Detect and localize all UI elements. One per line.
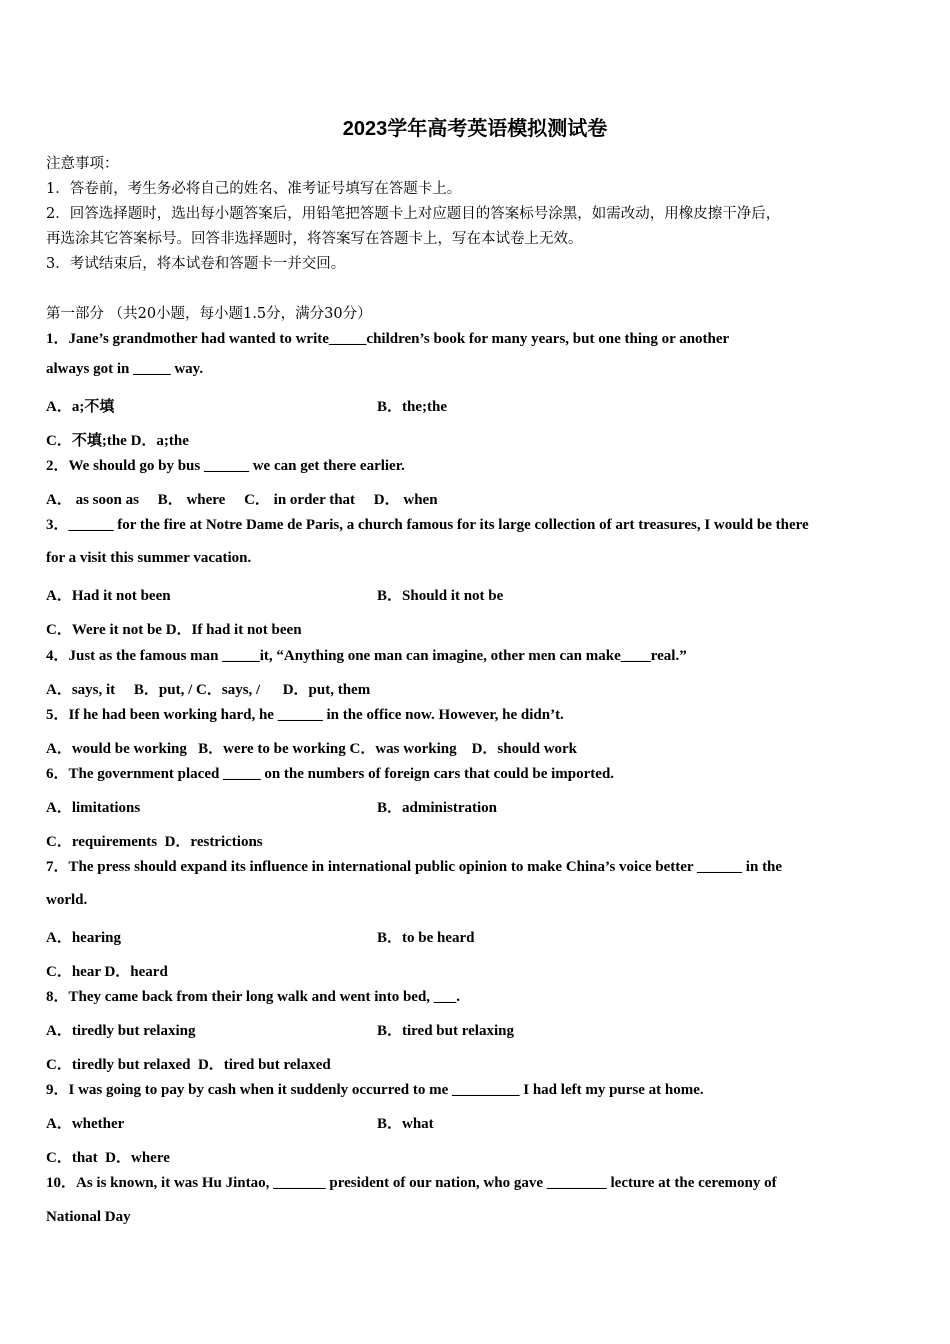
option-a: A．Had it not been	[46, 588, 171, 604]
option-c-d: C．requirements D．restrictions	[46, 834, 263, 850]
question-stem: 6．The government placed _____ on the numbers of foreign cars that could be imported.	[46, 766, 615, 782]
options-row: A．says, it B．put, / C．says, / D．put, them	[46, 682, 371, 698]
question-stem: always got in _____ way.	[46, 361, 204, 377]
option-b: B．what	[377, 1116, 434, 1132]
question-stem: 8．They came back from their long walk and went into bed, ___.	[46, 989, 461, 1005]
notice-item: 1．答卷前，考生务必将自己的姓名、准考证号填写在答题卡上。	[46, 181, 462, 197]
question-stem: for a visit this summer vacation.	[46, 550, 252, 566]
option-b: B．to be heard	[377, 930, 475, 946]
option-b: B．tired but relaxing	[377, 1023, 514, 1039]
question-stem: 9．I was going to pay by cash when it suddenly occurred to me _________ I had left my purse at home.	[46, 1082, 704, 1098]
option-c-d: C．hear D．heard	[46, 964, 168, 980]
question-stem: 2．We should go by bus ______ we can get there earlier.	[46, 458, 405, 474]
page-title: 2023学年高考英语模拟测试卷	[342, 118, 608, 140]
options-row: A．would be working B．were to be working C．was working D．should work	[46, 741, 578, 757]
notice-item: 再选涂其它答案标号。回答非选择题时，将答案写在答题卡上，写在本试卷上无效。	[46, 231, 583, 247]
question-stem: 4．Just as the famous man _____it, “Anything one man can imagine, other men can make____real.”	[46, 648, 687, 664]
option-c-d: C．that D．where	[46, 1150, 170, 1166]
section-heading: 第一部分 （共20小题，每小题1.5分，满分30分）	[46, 306, 372, 322]
option-b: B．administration	[377, 800, 498, 816]
question-stem: 3．______ for the fire at Notre Dame de Paris, a church famous for its large collection of art treasures, I would be there	[46, 517, 809, 533]
option-a: A．a;不填	[46, 399, 115, 415]
option-a: A．tiredly but relaxing	[46, 1023, 196, 1039]
notice-item: 3．考试结束后，将本试卷和答题卡一并交回。	[46, 256, 346, 272]
options-row: A． as soon as B． where C． in order that D． when	[46, 492, 438, 508]
question-stem: 7．The press should expand its influence in international public opinion to make China’s voice better ______ in the	[46, 859, 783, 875]
option-c-d: C．tiredly but relaxed D．tired but relaxed	[46, 1057, 331, 1073]
option-a: A．hearing	[46, 930, 122, 946]
option-b: B．the;the	[377, 399, 447, 415]
option-b: B．Should it not be	[377, 588, 504, 604]
notice-heading: 注意事项：	[46, 156, 119, 172]
question-stem: world.	[46, 892, 88, 908]
question-stem: 1．Jane’s grandmother had wanted to write_____children’s book for many years, but one thing or another	[46, 331, 730, 347]
option-c-d: C．不填;the D．a;the	[46, 433, 189, 449]
question-stem: National Day	[46, 1209, 131, 1225]
option-c-d: C．Were it not be D．If had it not been	[46, 622, 302, 638]
question-stem: 10．As is known, it was Hu Jintao, _______ president of our nation, who gave ________ lecture at the ceremony of	[46, 1175, 777, 1191]
notice-item: 2．回答选择题时，选出每小题答案后，用铅笔把答题卡上对应题目的答案标号涂黑，如需改动，用橡皮擦干净后，	[46, 206, 781, 222]
option-a: A．limitations	[46, 800, 141, 816]
option-a: A．whether	[46, 1116, 125, 1132]
question-stem: 5．If he had been working hard, he ______ in the office now. However, he didn’t.	[46, 707, 564, 723]
